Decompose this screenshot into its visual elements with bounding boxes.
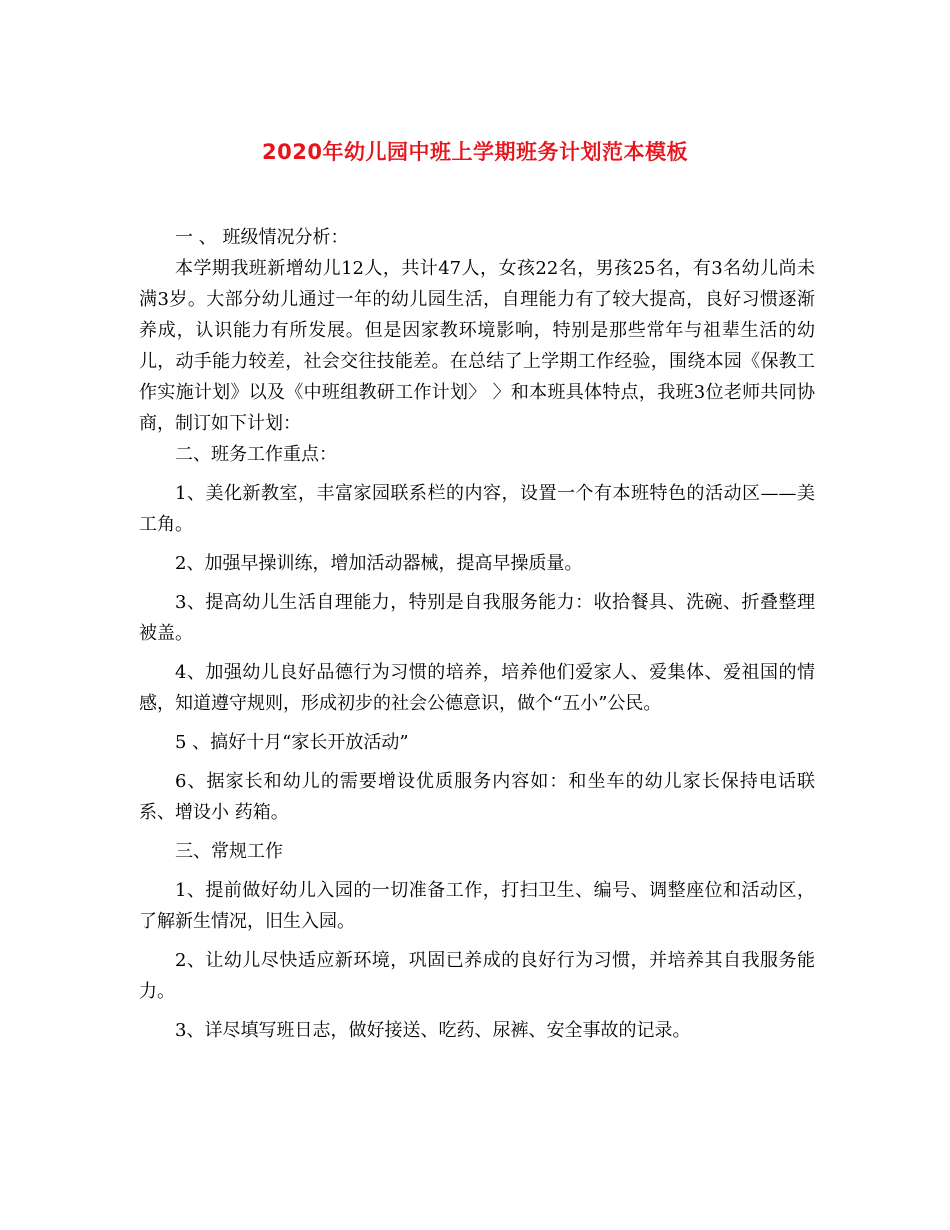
list-item-routine-3: 3、详尽填写班日志，做好接送、吃药、尿裤、安全事故的记录。 — [175, 1020, 691, 1041]
list-item-key-task-5: 5 、搞好十月“家长开放活动” — [175, 732, 409, 753]
document-body — [139, 222, 815, 1046]
list-item-key-task-2: 2、加强早操训练，增加活动器械，提高早操质量。 — [175, 553, 583, 574]
list-item-key-task-1: 1、美化新教室，丰富家园联系栏的内容，设置一个有本班特色的活动区——美工角。 — [139, 483, 815, 535]
list-item-key-task-3: 3、提高幼儿生活自理能力，特别是自我服务能力：收拾餐具、洗碗、折叠整理被盖。 — [139, 592, 815, 644]
list-item-routine-2: 2、让幼儿尽快适应新环境，巩固已养成的良好行为习惯，并培养其自我服务能力。 — [139, 950, 815, 1002]
section-heading-key-tasks: 二、班务工作重点： — [175, 444, 337, 465]
list-item-key-task-6: 6、据家长和幼儿的需要增设优质服务内容如：和坐车的幼儿家长保持电话联系、增设小 药箱。 — [139, 771, 815, 823]
list-item-key-task-4: 4、加强幼儿良好品德行为习惯的培养，培养他们爱家人、爱集体、爱祖国的情感，知道遵守规则，形成初步的社会公德意识，做个“五小”公民。 — [139, 662, 815, 714]
section-heading-routine-work: 三、常规工作 — [175, 841, 283, 862]
document-title: 2020年幼儿园中班上学期班务计划范本模板 — [262, 140, 688, 164]
paragraph-class-analysis: 本学期我班新增幼儿12人，共计47人，女孩22名，男孩25名，有3名幼儿尚未满3岁。大部分幼儿通过一年的幼儿园生活，自理能力有了较大提高，良好习惯逐渐养成，认识能力有所发展。但是因家教环境影响，特别是那些常年与祖辈生活的幼儿，动手能力较差，社会交往技能差。在总结了上学期工作经验，围绕本园《保教工作实施计划》以及《中班组教研工作计划〉 〉和本班具体特点，我班3位老师共同协商，制订如下计划： — [139, 258, 815, 434]
section-heading-class-analysis: 一 、 班级情况分析： — [175, 227, 349, 248]
list-item-routine-1: 1、提前做好幼儿入园的一切准备工作，打扫卫生、编号、调整座位和活动区，了解新生情况，旧生入园。 — [139, 880, 815, 932]
